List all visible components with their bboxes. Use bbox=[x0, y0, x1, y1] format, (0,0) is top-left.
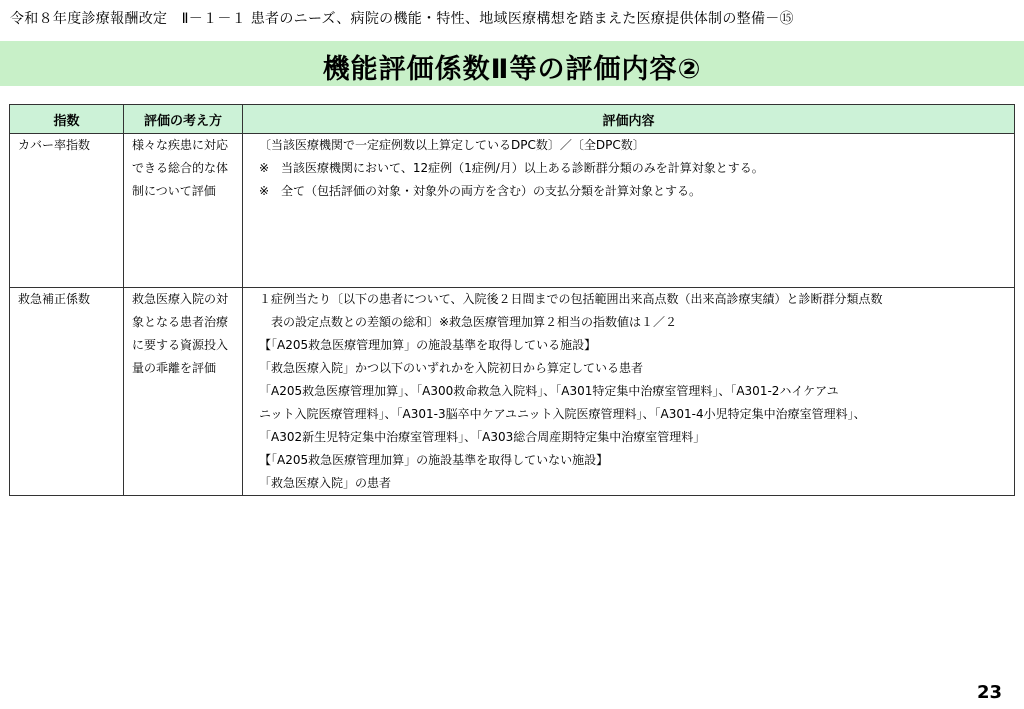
concept-line: 救急医療入院の対 bbox=[132, 292, 229, 306]
content-line: ニット入院医療管理料」、「A301-3脳卒中ケアユニット入院医療管理料」、「A301-4小児特定集中治療室管理料」、 bbox=[259, 407, 866, 421]
concept-cell bbox=[124, 134, 243, 288]
table-header-row bbox=[10, 105, 1015, 134]
content-line: 表の設定点数との差額の総和〕※救急医療管理加算２相当の指数値は１／２ bbox=[271, 315, 678, 329]
concept-line: 量の乖離を評価 bbox=[132, 361, 217, 375]
index-cell bbox=[10, 288, 124, 496]
content-line: 「救急医療入院」かつ以下のいずれかを入院初日から算定している患者 bbox=[259, 361, 644, 375]
column-header-content: 評価内容 bbox=[243, 105, 1015, 134]
content-line: 「救急医療入院」の患者 bbox=[259, 476, 392, 490]
index-cell bbox=[10, 134, 124, 288]
breadcrumb-header: 令和８年度診療報酬改定 Ⅱ－１－１ 患者のニーズ、病院の機能・特性、地域医療構想を踏まえた医療提供体制の整備－⑮ bbox=[10, 11, 794, 27]
index-name: 救急補正係数 bbox=[18, 292, 91, 306]
content-line: 〔当該医療機関で一定症例数以上算定しているDPC数〕／〔全DPC数〕 bbox=[259, 138, 645, 152]
index-name: カバー率指数 bbox=[18, 138, 91, 152]
content-line: １症例当たり〔以下の患者について、入院後２日間までの包括範囲出来高点数（出来高診療実績）と診断群分類点数 bbox=[259, 292, 883, 306]
concept-line: 象となる患者治療 bbox=[132, 315, 229, 329]
concept-line: できる総合的な体 bbox=[132, 161, 229, 175]
content-line: 「A302新生児特定集中治療室管理料」、「A303総合周産期特定集中治療室管理料」 bbox=[259, 430, 706, 444]
column-header-concept: 評価の考え方 bbox=[124, 105, 243, 134]
concept-cell bbox=[124, 288, 243, 496]
concept-line: に要する資源投入 bbox=[132, 338, 229, 352]
content-cell bbox=[243, 134, 1015, 288]
content-cell bbox=[243, 288, 1015, 496]
page-title: 機能評価係数Ⅱ等の評価内容② bbox=[322, 54, 702, 85]
concept-line: 様々な疾患に対応 bbox=[132, 138, 229, 152]
content-line: 【「A205救急医療管理加算」の施設基準を取得している施設】 bbox=[259, 338, 597, 352]
column-header-index: 指数 bbox=[10, 105, 124, 134]
evaluation-table bbox=[9, 104, 1015, 496]
concept-line: 制について評価 bbox=[132, 184, 216, 198]
content-line: 【「A205救急医療管理加算」の施設基準を取得していない施設】 bbox=[259, 453, 609, 467]
page-number: 23 bbox=[976, 682, 1002, 703]
table-row bbox=[10, 134, 1015, 288]
content-line: ※ 当該医療機関において、12症例（1症例/月）以上ある診断群分類のみを計算対象とする。 bbox=[259, 161, 764, 175]
content-line: 「A205救急医療管理加算」、「A300救命救急入院料」、「A301特定集中治療室管理料」、「A301-2ハイケアユ bbox=[259, 384, 839, 398]
content-line: ※ 全て（包括評価の対象・対象外の両方を含む）の支払分類を計算対象とする。 bbox=[259, 184, 702, 198]
table-row bbox=[10, 288, 1015, 496]
